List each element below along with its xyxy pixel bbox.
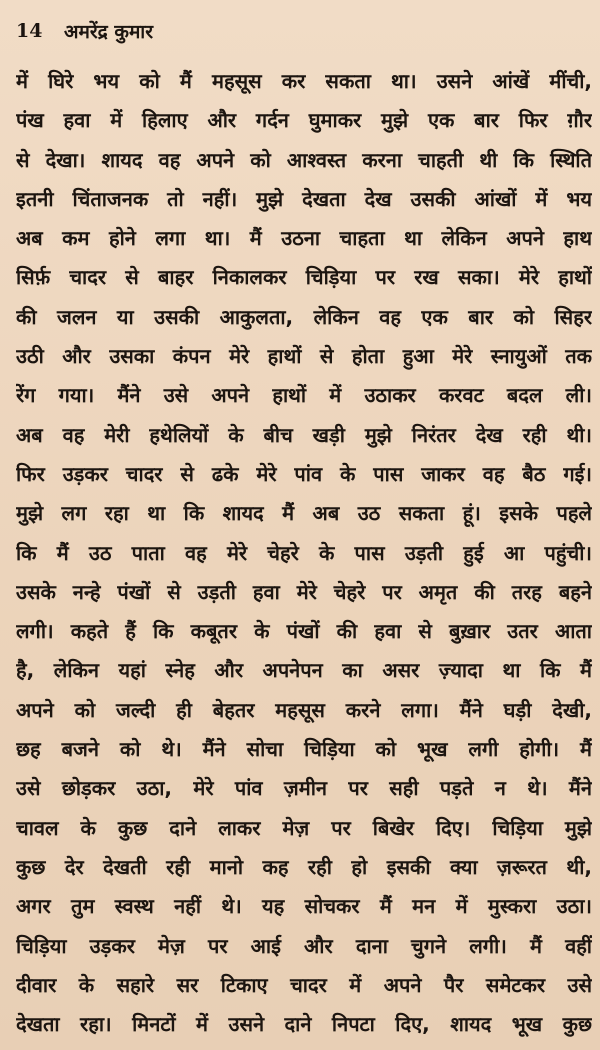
text-line: उसे छोड़कर उठा, मेरे पांव ज़मीन पर सही पड़ते न थे। मैंने <box>16 776 592 801</box>
text-line: अपने को जल्दी ही बेहतर महसूस करने लगा। मैंने घड़ी देखी, <box>16 697 592 722</box>
text-line: लगी। कहते हैं कि कबूतर के पंखों की हवा से बुख़ार उतर आता <box>16 619 592 644</box>
text-line: कि मैं उठ पाता वह मेरे चेहरे के पास उड़ती हुई आ पहुंची। <box>16 540 592 565</box>
running-head-author: अमरेंद्र कुमार <box>64 21 153 43</box>
text-line: में घिरे भय को मैं महसूस कर सकता था। उसने आंखें मींची, <box>16 69 592 93</box>
text-line: अगर तुम स्वस्थ नहीं थे। यह सोचकर मैं मन में मुस्करा उठा। <box>16 894 592 919</box>
page-number: 14 <box>16 20 43 42</box>
text-line: है, लेकिन यहां स्नेह और अपनेपन का असर ज़्यादा था कि मैं <box>16 658 592 683</box>
text-line: उसके नन्हे पंखों से उड़ती हवा मेरे चेहरे पर अमृत की तरह बहने <box>16 579 592 604</box>
text-line: सिर्फ़ चादर से बाहर निकालकर चिड़िया पर रख सका। मेरे हाथों <box>16 265 592 290</box>
text-line: उठी और उसका कंपन मेरे हाथों से होता हुआ मेरे स्नायुओं तक <box>16 344 592 369</box>
text-line: चिड़िया उड़कर मेज़ पर आई और दाना चुगने लगी। मैं वहीं <box>16 933 592 958</box>
text-line: छह बजने को थे। मैंने सोचा चिड़िया को भूख लगी होगी। मैं <box>16 737 592 762</box>
text-line: रेंग गया। मैंने उसे अपने हाथों में उठाकर करवट बदल ली। <box>16 383 592 408</box>
text-line: देखता रहा। मिनटों में उसने दाने निपटा दिए, शायद भूख कुछ <box>16 1012 592 1037</box>
text-line: इतनी चिंताजनक तो नहीं। मुझे देखता देख उसकी आंखों में भय <box>16 186 592 211</box>
running-head <box>16 18 153 44</box>
text-line: अब वह मेरी हथेलियों के बीच खड़ी मुझे निरंतर देख रही थी। <box>16 422 592 447</box>
text-line: चावल के कुछ दाने लाकर मेज़ पर बिखेर दिए। चिड़िया मुझे <box>16 815 592 840</box>
text-line: दीवार के सहारे सर टिकाए चादर में अपने पैर समेटकर उसे <box>16 972 592 997</box>
text-line: मुझे लग रहा था कि शायद मैं अब उठ सकता हूं। इसके पहले <box>16 501 592 526</box>
text-line: कुछ देर देखती रही मानो कह रही हो इसकी क्या ज़रूरत थी, <box>16 854 592 879</box>
text-line: से देखा। शायद वह अपने को आश्वस्त करना चाहती थी कि स्थिति <box>16 147 592 172</box>
text-line: अब कम होने लगा था। मैं उठना चाहता था लेकिन अपने हाथ <box>16 226 592 251</box>
body-text <box>16 62 592 1044</box>
text-line: पंख हवा में हिलाए और गर्दन घुमाकर मुझे एक बार फिर ग़ौर <box>16 108 592 133</box>
text-line: की जलन या उसकी आकुलता, लेकिन वह एक बार को सिहर <box>16 304 592 329</box>
text-line: फिर उड़कर चादर से ढके मेरे पांव के पास जाकर वह बैठ गई। <box>16 461 592 486</box>
